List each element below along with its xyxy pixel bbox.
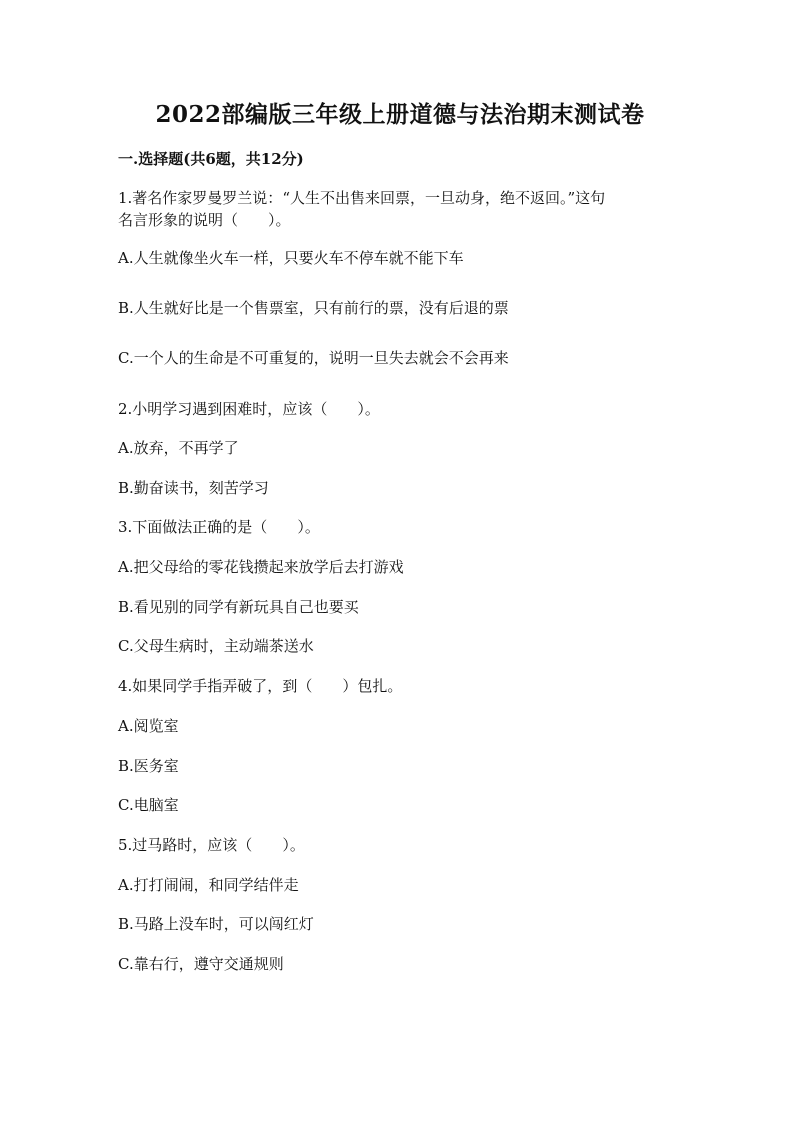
question-4-stem: 4.如果同学手指弄破了，到（ ）包扎。	[118, 677, 403, 695]
question-1-option-a[interactable]: A.人生就像坐火车一样，只要火车不停车就不能下车	[118, 249, 464, 267]
question-1-option-c[interactable]: C.一个人的生命是不可重复的，说明一旦失去就会不会再来	[118, 349, 509, 367]
question-5-stem: 5.过马路时，应该（ ）。	[118, 836, 305, 854]
question-3-stem: 3.下面做法正确的是（ ）。	[118, 518, 320, 536]
question-4-option-c[interactable]: C.电脑室	[118, 796, 179, 814]
question-1-stem-line-2: 名言形象的说明（ ）。	[118, 211, 291, 229]
question-2-option-b[interactable]: B.勤奋读书，刻苦学习	[118, 479, 269, 497]
question-4-option-b[interactable]: B.医务室	[118, 757, 179, 775]
question-1-option-b[interactable]: B.人生就好比是一个售票室，只有前行的票，没有后退的票	[118, 299, 509, 317]
question-5-option-c[interactable]: C.靠右行，遵守交通规则	[118, 955, 284, 973]
question-1-stem-line-1: 1.著名作家罗曼罗兰说：“人生不出售来回票，一旦动身，绝不返回。”这句	[118, 189, 606, 207]
question-2-stem: 2.小明学习遇到困难时，应该（ ）。	[118, 400, 380, 418]
question-3-option-b[interactable]: B.看见别的同学有新玩具自己也要买	[118, 598, 359, 616]
question-3-option-c[interactable]: C.父母生病时，主动端茶送水	[118, 637, 314, 655]
question-2-option-a[interactable]: A.放弃，不再学了	[118, 439, 239, 457]
question-4-option-a[interactable]: A.阅览室	[118, 717, 179, 735]
question-3-option-a[interactable]: A.把父母给的零花钱攒起来放学后去打游戏	[118, 558, 404, 576]
document-title: 2022部编版三年级上册道德与法治期末测试卷	[155, 101, 645, 128]
section-heading: 一.选择题(共6题，共12分)	[118, 150, 304, 168]
question-5-option-a[interactable]: A.打打闹闹，和同学结伴走	[118, 876, 299, 894]
question-5-option-b[interactable]: B.马路上没车时，可以闯红灯	[118, 915, 314, 933]
